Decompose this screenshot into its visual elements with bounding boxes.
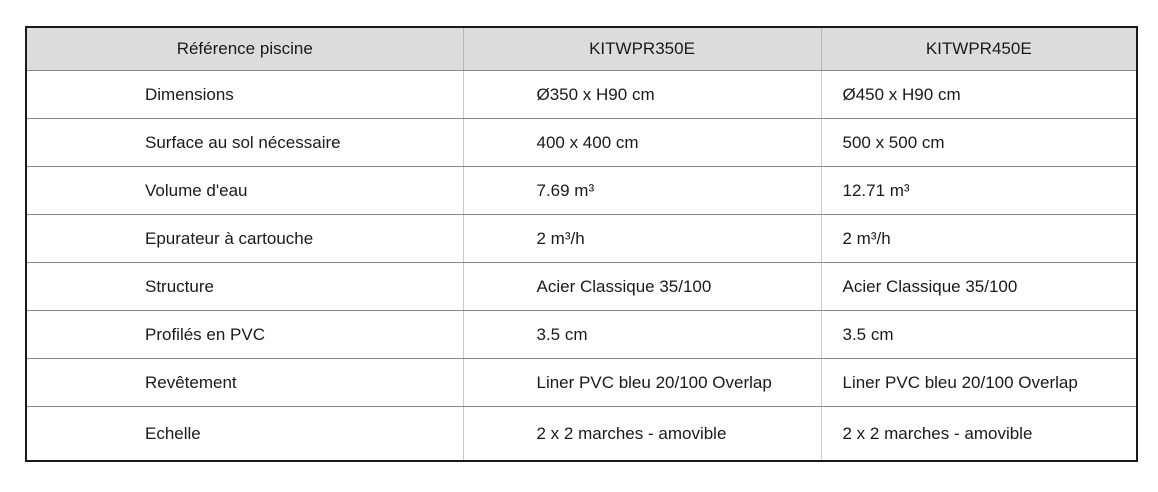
cell-kitwpr450e: 3.5 cm (821, 311, 1137, 359)
table-row (26, 407, 1137, 462)
cell-kitwpr350e: 2 x 2 marches - amovible (463, 407, 821, 462)
cell-kitwpr350e: 400 x 400 cm (463, 119, 821, 167)
row-label: Epurateur à cartouche (26, 215, 463, 263)
table-body (26, 71, 1137, 462)
table-row (26, 167, 1137, 215)
cell-kitwpr350e: Liner PVC bleu 20/100 Overlap (463, 359, 821, 407)
header-kitwpr450e: KITWPR450E (821, 27, 1137, 71)
cell-kitwpr450e: Liner PVC bleu 20/100 Overlap (821, 359, 1137, 407)
table-row (26, 215, 1137, 263)
row-label: Surface au sol nécessaire (26, 119, 463, 167)
row-label: Volume d'eau (26, 167, 463, 215)
cell-kitwpr350e: 2 m³/h (463, 215, 821, 263)
row-label: Structure (26, 263, 463, 311)
cell-kitwpr450e: 12.71 m³ (821, 167, 1137, 215)
cell-kitwpr350e: Acier Classique 35/100 (463, 263, 821, 311)
cell-kitwpr350e: 3.5 cm (463, 311, 821, 359)
table-row (26, 311, 1137, 359)
cell-kitwpr450e: 2 m³/h (821, 215, 1137, 263)
row-label: Echelle (26, 407, 463, 462)
row-label: Profilés en PVC (26, 311, 463, 359)
table-row (26, 71, 1137, 119)
cell-kitwpr350e: 7.69 m³ (463, 167, 821, 215)
table-row (26, 119, 1137, 167)
row-label: Dimensions (26, 71, 463, 119)
cell-kitwpr450e: 500 x 500 cm (821, 119, 1137, 167)
pool-spec-table (25, 26, 1138, 462)
table-row (26, 263, 1137, 311)
header-kitwpr350e: KITWPR350E (463, 27, 821, 71)
cell-kitwpr450e: Ø450 x H90 cm (821, 71, 1137, 119)
header-reference: Référence piscine (26, 27, 463, 71)
cell-kitwpr450e: Acier Classique 35/100 (821, 263, 1137, 311)
header-row (26, 27, 1137, 71)
row-label: Revêtement (26, 359, 463, 407)
table-row (26, 359, 1137, 407)
cell-kitwpr450e: 2 x 2 marches - amovible (842, 423, 1033, 443)
cell-kitwpr350e: Ø350 x H90 cm (463, 71, 821, 119)
table-header (26, 27, 1137, 71)
